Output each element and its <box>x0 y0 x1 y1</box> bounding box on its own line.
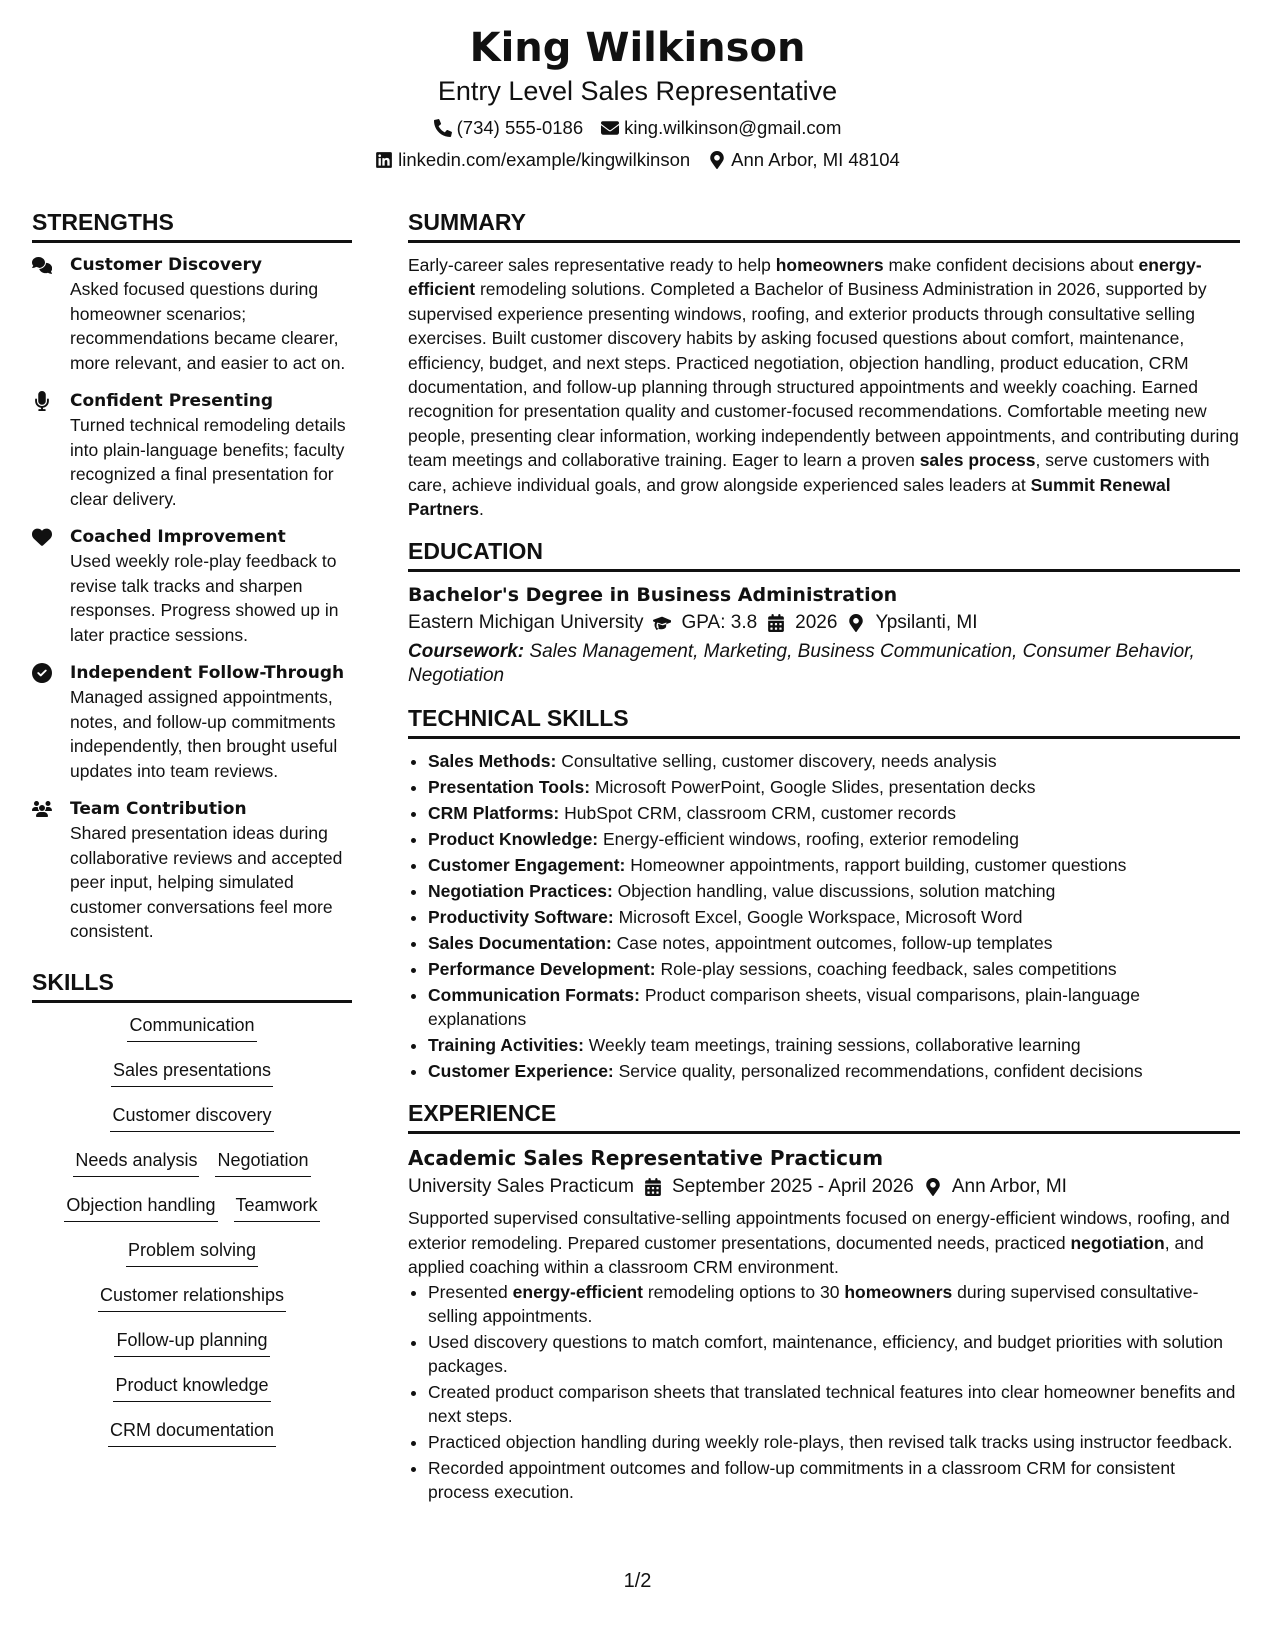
skill-row <box>32 1283 352 1328</box>
list-item <box>428 801 1240 825</box>
job-description-part: , and applied coaching within a classroom CRM environment. <box>408 1232 1204 1278</box>
calendar-icon <box>644 1178 662 1196</box>
skill-row <box>32 1013 352 1058</box>
map-pin-icon <box>924 1178 942 1196</box>
skill-details: Consultative selling, customer discovery, needs analysis <box>556 751 997 772</box>
page-number: 1/2 <box>623 1570 652 1592</box>
strength-title: Customer Discovery <box>70 255 262 275</box>
skill-tag: CRM documentation <box>108 1418 276 1447</box>
strength-title: Team Contribution <box>70 799 247 819</box>
coursework <box>408 640 1240 688</box>
calendar-icon <box>767 614 785 632</box>
skill-category: Training Activities: <box>428 1035 584 1056</box>
microphone-icon <box>32 391 54 413</box>
bullet-bold: homeowners <box>844 1281 953 1302</box>
comments-icon <box>32 255 54 277</box>
list-item <box>428 905 1240 929</box>
skill-details: Role-play sessions, coaching feedback, sales competitions <box>655 959 1117 980</box>
skills-list <box>32 1013 352 1463</box>
list-item <box>428 775 1240 799</box>
summary-bold-part: Summit Renewal Partners <box>408 474 1171 520</box>
job-dates: September 2025 - April 2026 <box>671 1176 914 1198</box>
list-item <box>428 827 1240 851</box>
skill-row <box>32 1373 352 1418</box>
list-item <box>428 1456 1240 1504</box>
technical-skills-list <box>408 749 1240 1083</box>
skill-row <box>32 1328 352 1373</box>
job-meta <box>408 1172 1240 1202</box>
skill-row <box>32 1418 352 1463</box>
skill-details: Case notes, appointment outcomes, follow-up templates <box>611 933 1053 954</box>
summary-bold-part: homeowners <box>775 255 884 275</box>
skill-category: Sales Methods: <box>428 751 557 772</box>
list-item <box>428 1059 1240 1083</box>
phone-contact[interactable] <box>434 116 584 140</box>
summary-heading: SUMMARY <box>408 208 1240 243</box>
skill-category: Sales Documentation: <box>428 933 612 954</box>
left-column <box>32 208 352 1463</box>
list-item <box>428 1280 1240 1328</box>
phone-number: (734) 555-0186 <box>456 117 584 138</box>
skill-category: CRM Platforms: <box>428 803 560 824</box>
skill-tag: Teamwork <box>234 1193 320 1222</box>
linkedin-icon <box>375 151 393 169</box>
email-contact[interactable] <box>601 116 841 140</box>
heart-icon <box>32 527 54 549</box>
strength-item <box>32 389 352 511</box>
email-address: king.wilkinson@gmail.com <box>624 117 842 138</box>
job-title: Academic Sales Representative Practicum <box>408 1146 884 1171</box>
summary-text-part: , serve customers with care, achieve individual goals, and grow alongside experienced sales leaders at <box>408 450 1210 495</box>
skill-tag: Problem solving <box>126 1238 258 1267</box>
education-meta <box>408 608 1240 638</box>
check-circle-icon <box>32 663 54 685</box>
skill-row <box>32 1148 352 1193</box>
strength-item <box>32 797 352 944</box>
skill-category: Product Knowledge: <box>428 829 599 850</box>
job-bullets <box>408 1280 1240 1504</box>
summary-bold-part: sales process <box>919 450 1036 471</box>
candidate-name: King Wilkinson <box>469 25 806 71</box>
skill-category: Communication Formats: <box>428 985 640 1006</box>
strength-title: Independent Follow-Through <box>70 663 345 683</box>
candidate-title: Entry Level Sales Representative <box>437 76 838 106</box>
job-location: Ann Arbor, MI <box>951 1176 1067 1198</box>
skill-category: Customer Experience: <box>428 1061 614 1082</box>
skill-details: Weekly team meetings, training sessions, collaborative learning <box>583 1035 1081 1056</box>
skill-row <box>32 1058 352 1103</box>
strength-description: Asked focused questions during homeowner scenarios; recommendations became clearer, more relevant, and easier to act on. <box>70 279 346 373</box>
technical-skills-heading: TECHNICAL SKILLS <box>408 704 1240 739</box>
bullet-text: Presented <box>428 1281 513 1302</box>
list-item <box>428 931 1240 955</box>
job-description <box>408 1206 1240 1279</box>
skill-row <box>32 1193 352 1238</box>
skill-tag: Customer relationships <box>98 1283 286 1312</box>
skill-details: Microsoft Excel, Google Workspace, Microsoft Word <box>613 907 1023 928</box>
skill-category: Performance Development: <box>428 959 656 980</box>
strength-item <box>32 253 352 375</box>
strengths-heading: STRENGTHS <box>32 208 352 243</box>
strength-title: Confident Presenting <box>70 391 274 411</box>
experience-heading: EXPERIENCE <box>408 1099 1240 1134</box>
degree-title: Bachelor's Degree in Business Administration <box>408 584 898 607</box>
list-item <box>428 1430 1240 1454</box>
skill-details: Product comparison sheets, visual comparisons, plain-language explanations <box>428 985 1140 1030</box>
skill-tag: Communication <box>127 1013 256 1042</box>
skill-tag: Sales presentations <box>111 1058 273 1087</box>
skill-tag: Customer discovery <box>110 1103 273 1132</box>
strength-description: Shared presentation ideas during collaborative reviews and accepted peer input, helping simulated customer conversations feel more consistent. <box>70 823 343 941</box>
coursework-label: Coursework: <box>408 641 525 663</box>
location-contact <box>708 148 900 172</box>
bullet-text: remodeling options to 30 <box>642 1281 845 1302</box>
skill-category: Presentation Tools: <box>428 777 591 798</box>
envelope-icon <box>601 119 619 137</box>
strength-description: Managed assigned appointments, notes, and follow-up commitments independently, then brought useful updates into team reviews. <box>70 687 338 781</box>
skill-details: HubSpot CRM, classroom CRM, customer records <box>559 803 957 824</box>
coursework-list: Sales Management, Marketing, Business Communication, Consumer Behavior, Negotiation <box>408 641 1195 687</box>
users-icon <box>32 799 54 821</box>
education-section <box>408 537 1240 688</box>
skill-details: Service quality, personalized recommendations, confident decisions <box>613 1061 1143 1082</box>
summary-text <box>408 253 1240 521</box>
linkedin-url: linkedin.com/example/kingwilkinson <box>398 149 691 170</box>
list-item <box>428 749 1240 773</box>
school-name: Eastern Michigan University <box>408 612 644 634</box>
phone-icon <box>434 119 452 137</box>
resume-header <box>0 22 1275 172</box>
list-item <box>428 879 1240 903</box>
list-item <box>428 1380 1240 1428</box>
skill-row <box>32 1238 352 1283</box>
linkedin-contact[interactable] <box>375 148 690 172</box>
summary-text-part: Early-career sales representative ready to help <box>408 255 776 275</box>
summary-section <box>408 208 1240 521</box>
summary-bold-part: energy-efficient <box>408 255 1202 300</box>
technical-skills-section <box>408 704 1240 1083</box>
list-item <box>428 983 1240 1031</box>
job-description-part: Supported supervised consultative-selling appointments focused on energy-efficient windows, roofing, and exterior remodeling. Prepared customer presentations, documented needs, practiced <box>408 1208 1230 1253</box>
skill-tag: Product knowledge <box>113 1373 270 1402</box>
skill-category: Negotiation Practices: <box>428 881 613 902</box>
bullet-text: Practiced objection handling during weekly role-plays, then revised talk tracks using instructor feedback. <box>428 1431 1233 1452</box>
skill-tag: Follow-up planning <box>114 1328 269 1357</box>
job-description-bold: negotiation <box>1070 1232 1165 1253</box>
right-column <box>408 208 1240 1520</box>
graduation-cap-icon <box>653 614 671 632</box>
list-item <box>428 1033 1240 1057</box>
skill-details: Microsoft PowerPoint, Google Slides, presentation decks <box>590 777 1036 798</box>
contact-row-2 <box>0 148 1275 172</box>
summary-text-part: remodeling solutions. Completed a Bachelor of Business Administration in 2026, supported by supervised experience presenting windows, roofing, and exterior products through consultative selling exercises. Built customer discovery habits by asking focused questions about comfort, maintenance, efficiency, budget, and next steps. Practiced negotiation, objection handling, product education, CRM documentation, and follow-up planning through structured appointments and weekly coaching. Earned recognition for presentation quality and customer-focused recommendations. Comfortable meeting new people, presenting clear information, working independently between appointments, and contributing during team meetings and collaborative training. Eager to learn a proven <box>408 279 1239 471</box>
skill-details: Energy-efficient windows, roofing, exterior remodeling <box>598 829 1019 850</box>
bullet-bold: energy-efficient <box>512 1281 643 1302</box>
gpa-text: GPA: 3.8 <box>681 612 758 634</box>
bullet-text: during supervised consultative-selling appointments. <box>428 1281 1199 1326</box>
skill-category: Customer Engagement: <box>428 855 626 876</box>
bullet-text: Used discovery questions to match comfort, maintenance, efficiency, and budget priorities with solution packages. <box>428 1331 1224 1376</box>
organization-name: University Sales Practicum <box>408 1176 634 1198</box>
skill-row <box>32 1103 352 1148</box>
skill-details: Homeowner appointments, rapport building, customer questions <box>625 855 1127 876</box>
bullet-text: Created product comparison sheets that translated technical features into clear homeowner benefits and next steps. <box>428 1381 1236 1426</box>
skills-heading: SKILLS <box>32 968 352 1003</box>
strength-description: Used weekly role-play feedback to revise talk tracks and sharpen responses. Progress showed up in later practice sessions. <box>70 551 339 645</box>
list-item <box>428 957 1240 981</box>
strength-description: Turned technical remodeling details into plain-language benefits; faculty recognized a final presentation for clear delivery. <box>70 415 346 509</box>
map-pin-icon <box>847 614 865 632</box>
school-location: Ypsilanti, MI <box>875 612 978 634</box>
strength-title: Coached Improvement <box>70 527 286 547</box>
contact-row-1 <box>0 116 1275 140</box>
graduation-year: 2026 <box>795 612 838 634</box>
skill-tag: Needs analysis <box>73 1148 199 1177</box>
bullet-text: Recorded appointment outcomes and follow-up commitments in a classroom CRM for consistent process execution. <box>428 1457 1175 1502</box>
skill-tag: Objection handling <box>64 1193 217 1222</box>
education-heading: EDUCATION <box>408 537 1240 572</box>
skill-category: Productivity Software: <box>428 907 614 928</box>
strength-item <box>32 525 352 647</box>
experience-section <box>408 1099 1240 1503</box>
summary-text-part: make confident decisions about <box>883 255 1139 275</box>
list-item <box>428 853 1240 877</box>
strength-item <box>32 661 352 783</box>
list-item <box>428 1330 1240 1378</box>
summary-text-part: . <box>479 499 484 520</box>
skill-tag: Negotiation <box>215 1148 310 1177</box>
skill-details: Objection handling, value discussions, solution matching <box>612 881 1056 902</box>
map-pin-icon <box>708 151 726 169</box>
location-text: Ann Arbor, MI 48104 <box>731 149 900 170</box>
